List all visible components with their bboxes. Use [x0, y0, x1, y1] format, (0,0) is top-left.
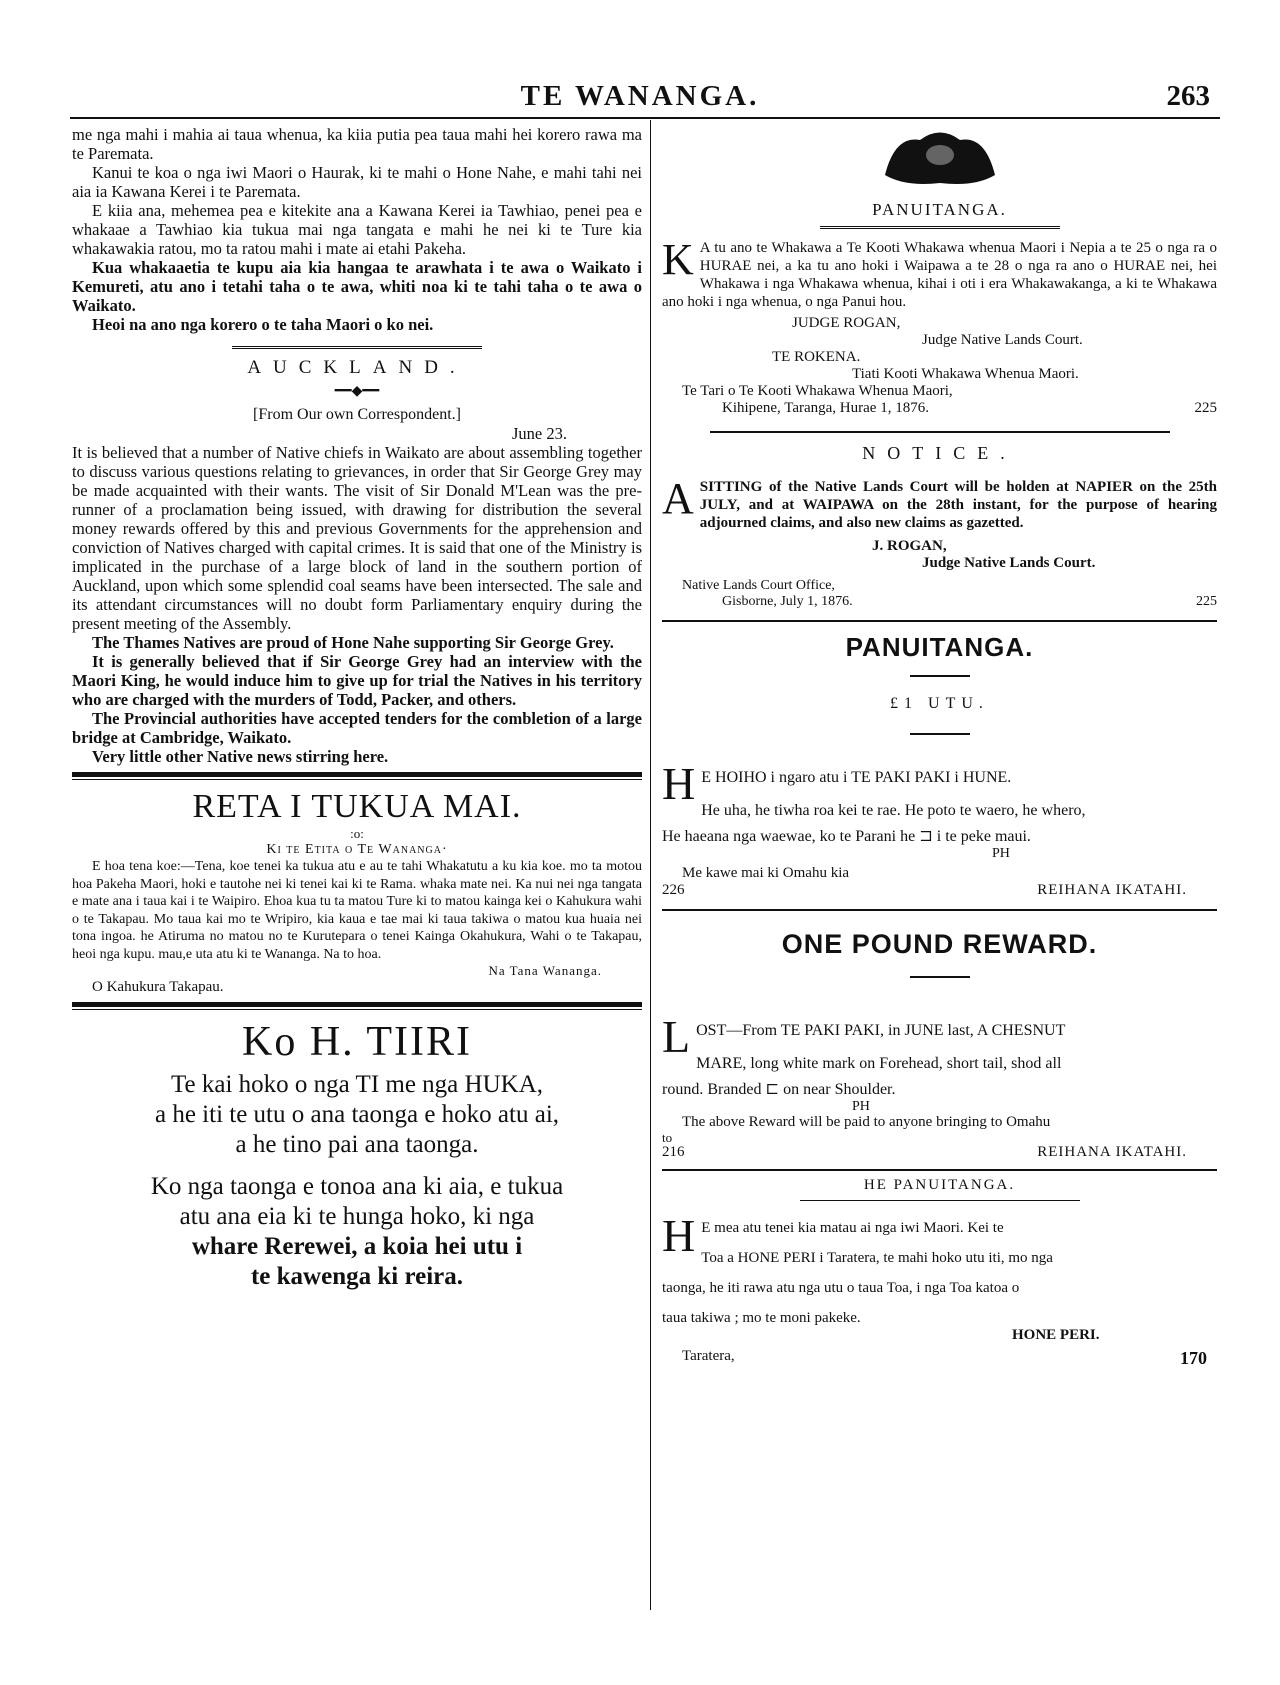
ad-line: MARE, long white mark on Forehead, short tail, shod all [696, 1055, 1062, 1072]
place: O Kahukura Takapau. [92, 979, 224, 995]
notice-body-wrap [662, 235, 1217, 311]
reference-number: 226 [662, 882, 685, 898]
paragraph: Heoi na ano nga korero o te taha Maori o ko nei. [92, 315, 434, 334]
paragraph: Kanui te koa o nga iwi Maori o Haurak, ki te mahi o Hone Nahe, e mahi tahi nei aia ia Kawana Kerei i te Paremata. [72, 163, 642, 201]
left-column [72, 125, 642, 1292]
paragraph: It is generally believed that if Sir George Grey had an interview with the Maori King, he would induce him to give up for trial the Natives in his territory who are charged with the murders of Todd, Packer, and others. [72, 652, 642, 709]
section-rule [72, 1002, 642, 1007]
ad-line: Toa a HONE PERI i Taratera, te mahi hoko utu iti, mo nga [701, 1250, 1053, 1266]
paragraph: E kiia ana, mehemea pea e kitekite ana a Kawana Kerei ia Tawhiao, penei pea e whakaae a Tawhiao kia tukua mai nga tangata e mahi he nei ki te Ture kia whakawakia ratou, mo ta ratou mahi i mate ai etahi Pakeha. [72, 201, 642, 258]
paragraph: Kua whakaaetia te kupu aia kia hangaa te arawhata i te awa o Waikato i Kemureti, atu ano i tetahi taha o te awa, whiti noa ki te tahi taha o te awa o Waikato. [72, 258, 642, 315]
header-rule [70, 117, 1220, 119]
brand-letters: PH [992, 846, 1010, 861]
ad-line: E HOIHO i ngaro atu i TE PAKI PAKI i HUNE. [701, 769, 1012, 786]
signature-row [662, 1348, 1217, 1369]
signature: J. ROGAN, [872, 538, 947, 554]
dateline: June 23. [512, 424, 567, 443]
notice-body-wrap [662, 758, 1217, 847]
ad-line: E mea atu tenei kia matau ai nga iwi Maori. Kei te [701, 1220, 1004, 1236]
date-line: Kihipene, Taranga, Hurae 1, 1876. [722, 400, 929, 416]
ad-line: He haeana nga waewae, ko te Parani he ⊐ i te peke maui. [662, 828, 1031, 845]
section-rule [72, 772, 642, 777]
notice-body: A tu ano te Whakawa a Te Kooti Whakawa whenua Maori i Nepia a te 25 o nga ra o HURAE nei, a ka tu ano hoki i Waipawa a te 28 o nga ra ano o HURAE nei, hei Whakawa i nga Whakawa whenua, kihai i oti i era Whakawakanga, a ki te Whakawa ano hoki i nga whenua, o nga Panui hou. [662, 240, 1217, 310]
ad-line: taonga, he iti rawa atu nga utu o taua Toa, i nga Toa katoa o [662, 1280, 1020, 1296]
letter-heading: RETA I TUKUA MAI. [192, 788, 522, 825]
signature: REIHANA IKATAHI. [1037, 882, 1187, 898]
section-rule [662, 909, 1217, 911]
reference-number: 225 [1196, 594, 1217, 609]
section-rule [800, 1200, 1080, 1201]
crest-emblem [662, 125, 1217, 200]
drop-cap: A [662, 474, 694, 523]
brand-letters: PH [852, 1099, 870, 1114]
masthead [60, 80, 1220, 116]
section-rule [72, 1009, 642, 1010]
date-line: Gisborne, July 1, 1876. [722, 594, 853, 609]
he-panuitanga-section [662, 1177, 1217, 1369]
ornament-diamond-icon: ━━◆━━ [334, 384, 380, 399]
right-column [662, 125, 1217, 1369]
section-rule [232, 346, 482, 349]
signature: REIHANA IKATAHI. [1037, 1144, 1187, 1160]
ad-line: Ko nga taonga e tonoa ana ki aia, e tukua [150, 1173, 564, 1200]
office: Te Tari o Te Kooti Whakawa Whenua Maori, [682, 383, 953, 399]
reference-number: 225 [1194, 400, 1217, 416]
page-number: 263 [1166, 80, 1210, 112]
tiiri-advertisement [72, 1018, 642, 1292]
signature-row [662, 1144, 1217, 1161]
section-rule [662, 1169, 1217, 1171]
panuitanga-horse-notice [662, 632, 1217, 899]
newspaper-title: TE WANANGA. [520, 80, 760, 112]
reward-amount: £1 UTU. [890, 695, 989, 712]
notice-body: SITTING of the Native Lands Court will be holden at NAPIER on the 25th JULY, and at WAIPAWA on the 28th instant, for the purpose of hearing adjourned claims, and also new claims as gazetted. [699, 479, 1217, 531]
ad-line: to [662, 1130, 673, 1145]
auckland-heading: AUCKLAND. [247, 357, 467, 378]
ad-line: round. Branded ⊏ on near Shoulder. [662, 1081, 896, 1098]
signature: Na Tana Wananga. [488, 963, 602, 978]
office: Native Lands Court Office, [682, 578, 835, 593]
section-rule [910, 675, 970, 677]
ad-line: te kawenga ki reira. [250, 1263, 463, 1290]
panuitanga-court-notice [662, 200, 1217, 417]
letter-body: E hoa tena koe:—Tena, koe tenei ka tukua atu e au te tahi Whakatutu a ku kia koe. mo ta motou hoa Pakeha Maori, hoki e tautohe nei ki tenei kai ki te Rama. whaka mate nei. Ka nui nei nga tangata e mate ana i taua kai i te Waipiro. Ehoa kua tu ta matou Ture ki to matou kainga kei o Kahukura wahi o te Takapau. Mo taua kai mo te Wripiro, kia kaua e tae mai ki taua takiwa o matou kua huaia nei tona ingoa. he Atiruma no matou no te Kurutepara o tenei Kainga Okahukura, Wahi o te Takapau, heoi nga kupu. mau,e uta atu ki te Wananga. Na to hoa. [72, 859, 642, 962]
notice-heading: PANUITANGA. [845, 632, 1034, 662]
tiiri-title: Ko H. TIIRI [241, 1019, 473, 1065]
date-row [662, 400, 1217, 417]
signature-row [662, 882, 1217, 899]
notice-heading: PANUITANGA. [872, 200, 1007, 219]
reward-advertisement [662, 929, 1217, 1161]
ad-line: He uha, he tiwha roa kei te rae. He poto te waero, he whero, [701, 802, 1086, 819]
paragraph: The Thames Natives are proud of Hone Nahe supporting Sir George Grey. [92, 633, 614, 652]
tiiri-lines [72, 1172, 642, 1292]
paragraph: It is believed that a number of Native chiefs in Waikato are about assembling together to discuss various questions relating to grievances, in order that Sir George Grey may be made acquainted with their wants. The visit of Sir Donald M'Lean was the pre-runner of a proclamation being issued, with drawing for distribution the several money rewards offered by this and previous Governments for the apprehension and conviction of Natives charged with capital crimes. It is said that one of the Ministry is implicated in the purchase of a large block of land in the southern portion of Auckland, upon which some splendid coal seams have been intersected. The sale and its attendant circumstances will no doubt form Parliamentary enquiry during the present meeting of the Assembly. [72, 443, 642, 633]
section-rule [910, 733, 970, 735]
reference-number: 216 [662, 1144, 685, 1160]
date-row [662, 594, 1217, 610]
drop-cap: H [662, 758, 696, 809]
crest-icon [875, 125, 1005, 195]
signature-title: Judge Native Lands Court. [922, 332, 1083, 348]
ad-line: OST—From TE PAKI PAKI, in JUNE last, A CHESNUT [696, 1022, 1066, 1039]
letter-section [72, 788, 642, 996]
notice-body-wrap [662, 1011, 1217, 1100]
notice-heading: HE PANUITANGA. [863, 1177, 1016, 1193]
column-divider [650, 120, 651, 1610]
ornament: :o: [350, 826, 364, 841]
ad-line: taua takiwa ; mo te moni pakeke. [662, 1310, 861, 1326]
signature-title: Tiati Kooti Whakawa Whenua Maori. [852, 366, 1079, 382]
signature: TE ROKENA. [772, 349, 861, 365]
drop-cap: H [662, 1210, 696, 1261]
ad-line: atu ana eia ki te hunga hoko, ki nga [179, 1203, 535, 1230]
signature-title: Judge Native Lands Court. [922, 555, 1096, 571]
notice-body-wrap [662, 474, 1217, 532]
notice-body-wrap [662, 1210, 1217, 1333]
maori-news-section [72, 125, 642, 334]
ad-line: Me kawe mai ki Omahu kia [682, 865, 850, 881]
section-rule [820, 226, 1060, 229]
auckland-section [72, 346, 642, 766]
section-rule [910, 976, 970, 978]
notice-section [662, 443, 1217, 610]
section-rule [72, 779, 642, 780]
notice-heading: NOTICE. [862, 443, 1017, 463]
section-rule [710, 431, 1170, 433]
signature: HONE PERI. [1012, 1327, 1100, 1343]
drop-cap: K [662, 235, 694, 284]
salutation: Ki te Etita o Te Wananga· [266, 842, 448, 857]
byline: [From Our own Correspondent.] [253, 406, 461, 423]
reward-heading: ONE POUND REWARD. [781, 929, 1098, 959]
place: Taratera, [682, 1348, 735, 1364]
paragraph: me nga mahi i mahia ai taua whenua, ka kiia putia pea taua mahi hei korero rawa ma te Paremata. [72, 125, 642, 163]
ad-line: a he iti te utu o ana taonga e hoko atu ai, [154, 1101, 560, 1128]
drop-cap: L [662, 1011, 691, 1062]
section-rule [662, 620, 1217, 622]
paragraph: The Provincial authorities have accepted tenders for the combletion of a large bridge at Cambridge, Waikato. [72, 709, 642, 747]
tiiri-lines [72, 1070, 642, 1160]
signature: JUDGE ROGAN, [792, 315, 901, 331]
reference-number: 170 [1180, 1348, 1207, 1368]
ad-line: Te kai hoko o nga TI me nga HUKA, [170, 1071, 543, 1098]
paragraph: Very little other Native news stirring here. [92, 747, 389, 766]
ad-line: a he tino pai ana taonga. [235, 1131, 479, 1158]
ad-line: The above Reward will be paid to anyone bringing to Omahu [682, 1114, 1051, 1130]
ad-line: whare Rerewei, a koia hei utu i [191, 1233, 523, 1260]
